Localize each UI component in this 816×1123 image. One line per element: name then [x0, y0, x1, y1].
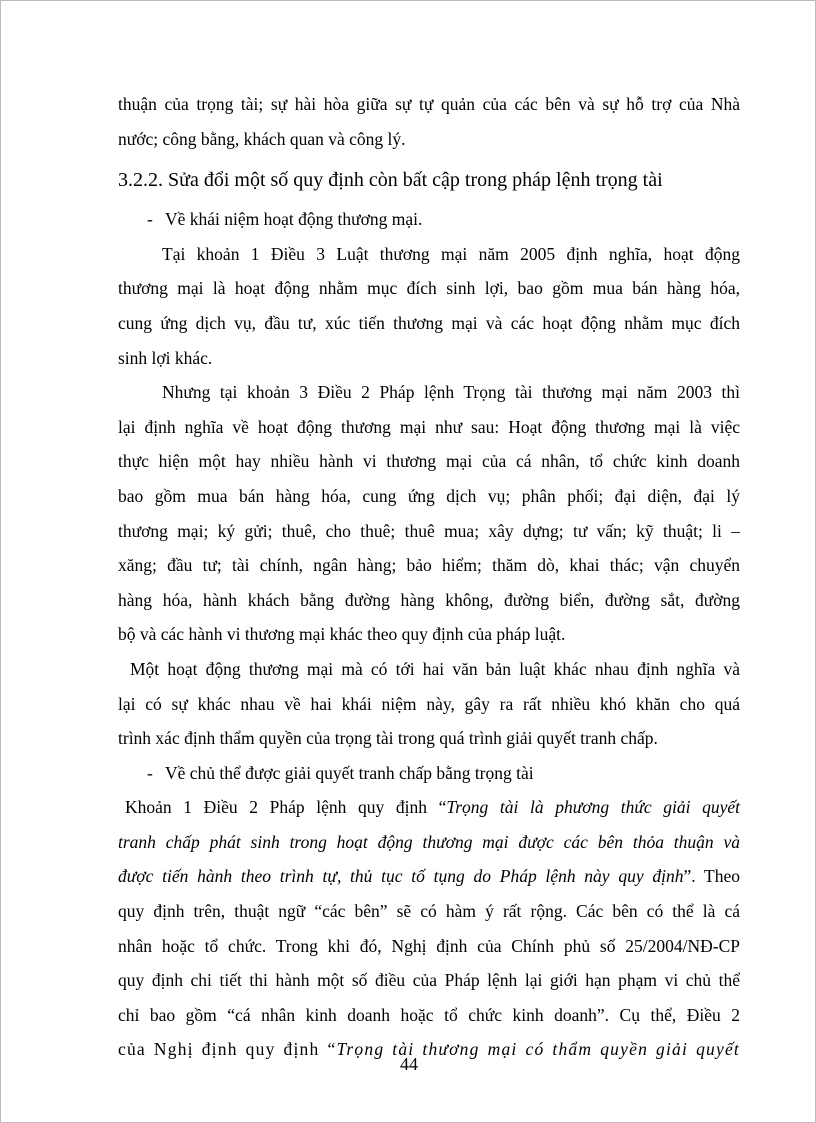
italic-quote: Trọng tài là phương thức giải quyết	[446, 797, 741, 818]
text-line: nước; công bằng, khách quan và công lý.	[118, 128, 406, 149]
page-number: 44	[400, 1054, 418, 1074]
text-line: thuận của trọng tài; sự hài hòa giữa sự tự quản của các bên và sự hỗ trợ của Nhà	[118, 94, 740, 114]
bullet-dash: -	[147, 762, 153, 783]
text-line: trình xác định thẩm quyền của trọng tài trong quá trình giải quyết tranh chấp.	[118, 728, 658, 749]
text-line	[118, 859, 740, 894]
text-line: Nhưng tại khoản 3 Điều 2 Pháp lệnh Trọng tài thương mại năm 2003 thì	[162, 382, 740, 403]
page-body	[118, 87, 740, 1067]
text-line: Tại khoản 1 Điều 3 Luật thương mại năm 2005 định nghĩa, hoạt động	[162, 243, 740, 264]
bullet-dash: -	[147, 209, 153, 230]
section-heading: 3.2.2. Sửa đổi một số quy định còn bất cập trong pháp lệnh trọng tài	[118, 169, 663, 192]
bullet-item	[118, 756, 740, 791]
text-line: sinh lợi khác.	[118, 347, 213, 368]
text-run: của Nghị định quy định “	[118, 1039, 337, 1060]
text-line: thương mại; ký gửi; thuê, cho thuê; thuê mua; xây dựng; tư vấn; kỹ thuật; li –	[118, 520, 740, 541]
italic-quote: tranh chấp phát sinh trong hoạt động thương mại được các bên thỏa thuận và	[118, 831, 740, 852]
text-line: quy định trên, thuật ngữ “các bên” sẽ có hàm ý rất rộng. Các bên có thể là cá	[118, 901, 740, 922]
text-line: hàng hóa, hành khách bằng đường hàng không, đường biển, đường sắt, đường	[118, 589, 740, 610]
text-line	[118, 790, 740, 825]
text-line: lại có sự khác nhau về hai khái niệm này, gây ra rất nhiều khó khăn cho quá	[118, 693, 740, 714]
text-line: thực hiện một hay nhiều hành vi thương mại của cá nhân, tổ chức kinh doanh	[118, 451, 740, 472]
text-line: thương mại là hoạt động nhằm mục đích sinh lợi, bao gồm mua bán hàng hóa,	[118, 278, 740, 299]
text-line: Một hoạt động thương mại mà có tới hai văn bản luật khác nhau định nghĩa và	[130, 658, 740, 679]
text-line: lại định nghĩa về hoạt động thương mại như sau: Hoạt động thương mại là việc	[118, 416, 740, 437]
text-line: quy định chi tiết thi hành một số điều của Pháp lệnh lại giới hạn phạm vi chủ thể	[118, 970, 740, 991]
text-run: ”. Theo	[683, 866, 740, 887]
italic-quote: Trọng tài thương mại có thẩm quyền giải quyết	[336, 1039, 740, 1060]
bullet-text: Về khái niệm hoạt động thương mại.	[165, 209, 423, 230]
text-line: cung ứng dịch vụ, đầu tư, xúc tiến thương mại và các hoạt động nhằm mục đích	[118, 312, 740, 333]
text-line: xăng; đầu tư; tài chính, ngân hàng; bảo hiểm; thăm dò, khai thác; vận chuyển	[118, 555, 740, 576]
italic-quote: được tiến hành theo trình tự, thủ tục tố tụng do Pháp lệnh này quy định	[118, 866, 684, 887]
text-line	[118, 825, 740, 860]
text-line: nhân hoặc tổ chức. Trong khi đó, Nghị định của Chính phủ số 25/2004/NĐ-CP	[118, 935, 740, 956]
bullet-text: Về chủ thể được giải quyết tranh chấp bằng trọng tài	[165, 762, 534, 783]
text-line: chỉ bao gồm “cá nhân kinh doanh hoặc tổ chức kinh doanh”. Cụ thể, Điều 2	[118, 1004, 740, 1025]
bullet-item	[118, 202, 740, 237]
text-line: bộ và các hành vi thương mại khác theo quy định của pháp luật.	[118, 624, 566, 645]
text-line: bao gồm mua bán hàng hóa, cung ứng dịch vụ; phân phối; đại diện, đại lý	[118, 485, 740, 506]
text-run: Khoản 1 Điều 2 Pháp lệnh quy định “	[125, 797, 447, 818]
